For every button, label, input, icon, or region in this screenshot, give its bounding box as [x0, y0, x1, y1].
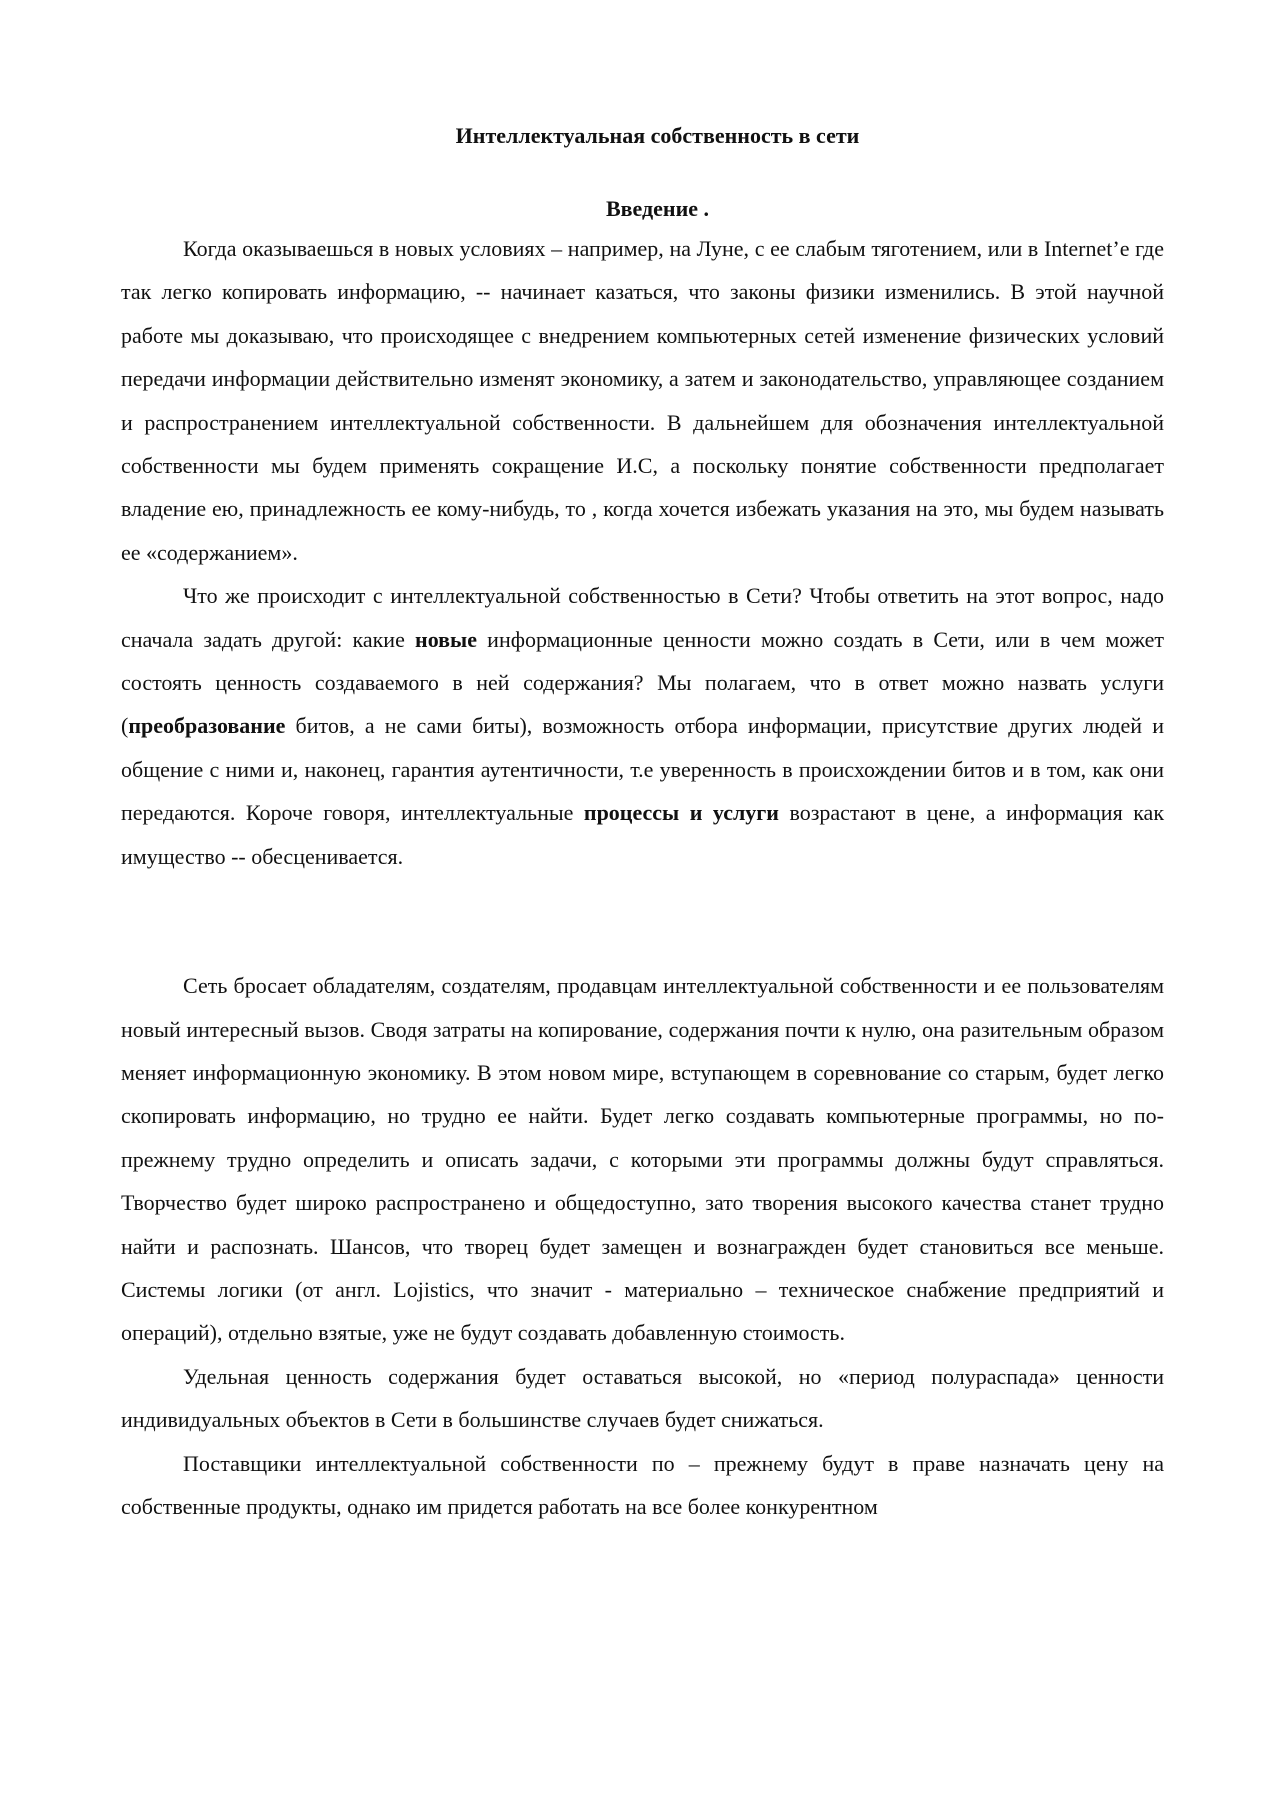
paragraph-3: Сеть бросает обладателям, создателям, продавцам интеллектуальной собственности и ее пользователям новый интересный вызов. Сводя затраты на копирование, содержания почти к нулю, она разительным образом меняет информационную экономику. В этом новом мире, вступающем в соревнование со старым, будет легко скопировать информацию, но трудно ее найти. Будет легко создавать компьютерные программы, но по-прежнему трудно определить и описать задачи, с которыми эти программы должны будут справляться. Творчество будет широко распространено и общедоступно, зато творения высокого качества станет трудно найти и распознать. Шансов, что творец будет замещен и вознагражден будет становиться все меньше. Системы логики (от англ. Lojistics, что значит - материально – техническое снабжение предприятий и операций), отдельно взятые, уже не будут создавать добавленную стоимость.: [121, 973, 1164, 1346]
paragraph-2-text-b: информационные ценности можно создать в Сети, или в чем может состоять ценность создаваемого в ней содержания? Мы полагаем, что в ответ можно назвать услуги (: [121, 626, 1164, 739]
bold-term-processes: процессы и услуги: [583, 800, 779, 826]
paragraph-gap: [121, 878, 1164, 964]
paragraph-4: Удельная ценность содержания будет оставаться высокой, но «период полураспада» ценности индивидуальных объектов в Сети в большинстве случаев будет снижаться.: [121, 1363, 1164, 1433]
document-body: [121, 118, 1164, 1528]
document-title: Интеллектуальная собственность в сети: [455, 123, 860, 148]
section-heading: Введение .: [605, 196, 710, 221]
paragraph-1: Когда оказываешься в новых условиях – например, на Луне, с ее слабым тяготением, или в Internet’е где так легко копировать информацию, -- начинает казаться, что законы физики изменились. В этой научной работе мы доказываю, что происходящее с внедрением компьютерных сетей изменение физических условий передачи информации действительно изменят экономику, а затем и законодательство, управляющее созданием и распространением интеллектуальной собственности. В дальнейшем для обозначения интеллектуальной собственности мы будем применять сокращение И.С, а поскольку понятие собственности предполагает владение ею, принадлежность ее кому-нибудь, то , когда хочется избежать указания на это, мы будем называть ее «содержанием».: [121, 236, 1164, 565]
bold-term-new: новые: [415, 626, 477, 652]
paragraph-2-text-a: Что же происходит с интеллектуальной собственностью в Сети? Чтобы ответить на этот вопрос, надо сначала задать другой: какие: [121, 583, 1164, 652]
bold-term-transformation: преобразование: [128, 713, 286, 739]
paragraph-2: [121, 574, 1164, 878]
paragraph-5: Поставщики интеллектуальной собственности по – прежнему будут в праве назначать цену на собственные продукты, однако им придется работать на все более конкурентном: [121, 1450, 1164, 1519]
paragraph-2-text-c: битов, а не сами биты), возможность отбора информации, присутствие других людей и общение с ними и, наконец, гарантия аутентичности, т.е уверенность в происхождении битов и в том, как они передаются. Короче говоря, интеллектуальные: [121, 713, 1164, 826]
paragraph-2-text-d: возрастают в цене, а информация как имущество -- обесценивается.: [121, 800, 1165, 869]
